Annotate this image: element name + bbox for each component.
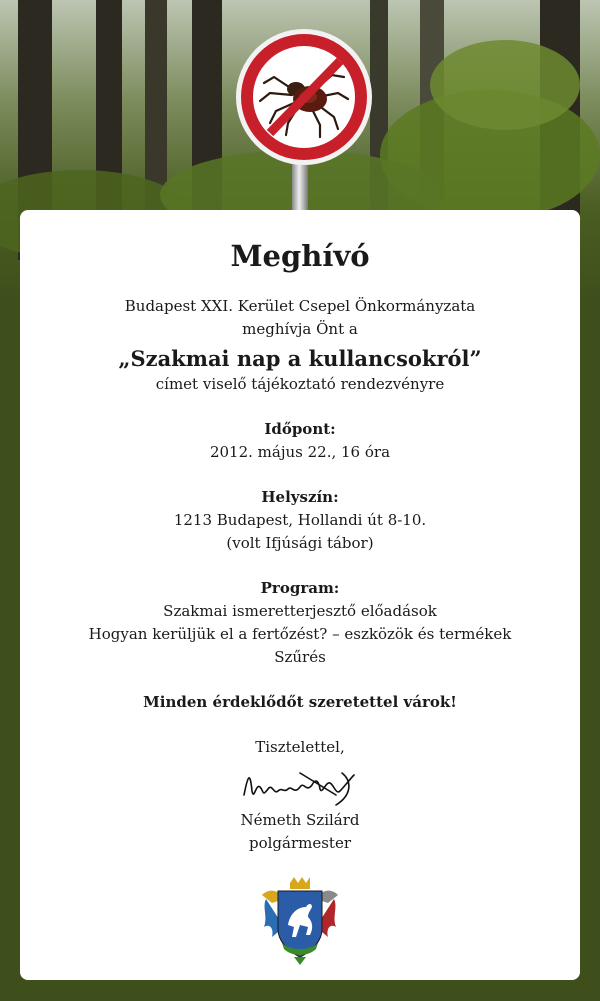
host-line-1: Budapest XXI. Kerület Csepel Önkormányzata bbox=[124, 297, 476, 315]
event-subtitle: címet viselő tájékoztató rendezvényre bbox=[155, 375, 445, 393]
program-item: Szűrés bbox=[274, 648, 326, 666]
time-value: 2012. május 22., 16 óra bbox=[209, 443, 391, 461]
invitation-card bbox=[20, 210, 580, 980]
time-label: Időpont: bbox=[264, 420, 336, 438]
invitation-title: Meghívó bbox=[230, 239, 370, 273]
event-title: „Szakmai nap a kullancsokról” bbox=[118, 346, 482, 371]
host-line-2: meghívja Önt a bbox=[242, 320, 358, 338]
program-item: Szakmai ismeretterjesztő előadások bbox=[163, 602, 437, 620]
signer-name: Németh Szilárd bbox=[240, 811, 360, 829]
closing-text: Tisztelettel, bbox=[255, 738, 345, 756]
place-note: (volt Ifjúsági tábor) bbox=[226, 534, 374, 552]
signer-title: polgármester bbox=[248, 834, 352, 852]
place-address: 1213 Budapest, Hollandi út 8-10. bbox=[173, 511, 427, 529]
coat-of-arms-icon bbox=[260, 877, 340, 965]
welcome-text: Minden érdeklődőt szeretettel várok! bbox=[143, 693, 457, 711]
program-label: Program: bbox=[260, 579, 340, 597]
signature-image bbox=[240, 765, 360, 809]
place-label: Helyszín: bbox=[261, 488, 339, 506]
program-item: Hogyan kerüljük el a fertőzést? – eszközök és termékek bbox=[88, 625, 512, 643]
no-tick-sign-icon bbox=[234, 27, 374, 167]
